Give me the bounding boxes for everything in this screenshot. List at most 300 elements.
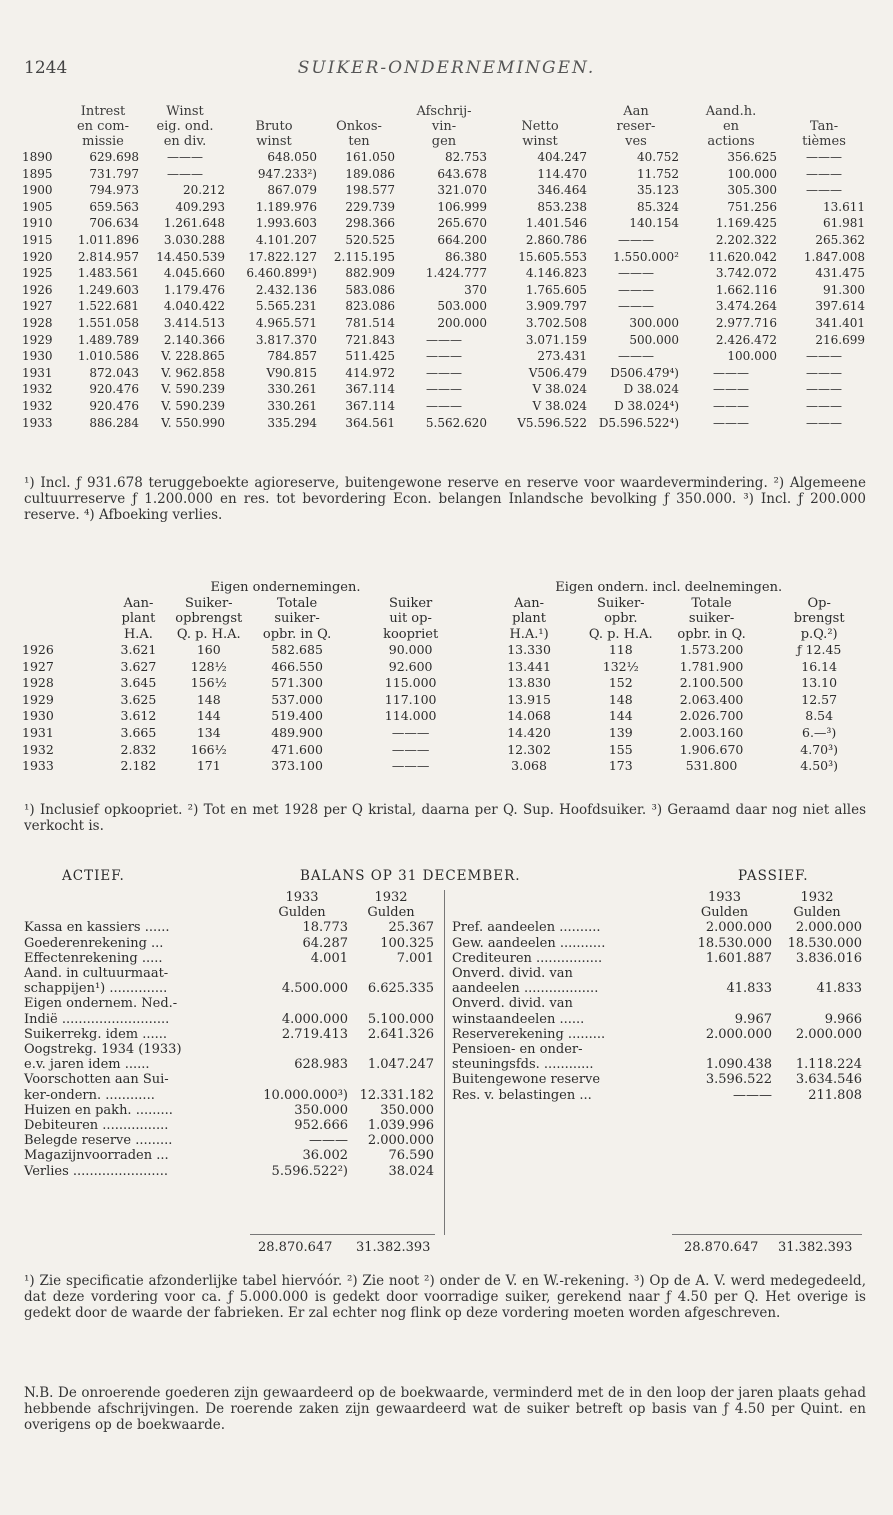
table1-cell: 629.698 <box>89 150 139 164</box>
actief-value: 2.000.000 <box>367 1133 434 1149</box>
table1-year-cell: 1929 <box>22 332 53 347</box>
actief-label: Voorschotten aan Sui- <box>24 1072 169 1088</box>
actief-year-b: 1932 <box>374 890 408 905</box>
table2-cell: 92.600 <box>388 658 433 674</box>
table2-cell: 2.063.400 <box>679 691 744 707</box>
table1-row <box>22 232 868 249</box>
table1-row <box>22 398 868 415</box>
table2-header-cell: Q. p. H.A. <box>176 626 241 642</box>
actief-value: 2.641.326 <box>367 1026 434 1042</box>
production-table <box>22 580 868 775</box>
table1-cell: 706.634 <box>89 216 139 231</box>
actief-value: 64.287 <box>302 935 348 951</box>
table1-cell: 370 <box>464 282 487 297</box>
table1-cell: 4.040.422 <box>163 299 225 314</box>
table1-cell: ——— <box>426 332 462 347</box>
passief-row <box>452 996 862 1011</box>
table2-header-cell: Op- <box>807 595 831 611</box>
table2-cell: 3.627 <box>120 658 157 674</box>
table1-year-cell: 1910 <box>22 216 53 231</box>
table1-cell: 346.464 <box>537 183 587 198</box>
table2-cell: ——— <box>391 724 430 740</box>
table1-cell: 161.050 <box>345 150 395 164</box>
table1-cell: 721.843 <box>345 332 395 347</box>
actief-label: Effectenrekening ..... <box>24 950 163 966</box>
table1-cell: ——— <box>618 266 654 281</box>
table1-row <box>22 315 868 332</box>
table1-cell: 1.765.605 <box>525 282 587 297</box>
actief-row <box>24 1072 434 1087</box>
table2-cell: 3.625 <box>120 691 157 707</box>
table1-header-spacer <box>22 119 64 134</box>
actief-value <box>256 996 348 1011</box>
table2-header-spacer <box>22 580 102 596</box>
table1-cell: 1.662.116 <box>715 282 777 297</box>
table1-cell: V. 590.239 <box>161 398 225 413</box>
passief-row <box>452 1088 862 1103</box>
table2-year-cell: 1926 <box>22 642 54 657</box>
table1-cell: 35.123 <box>637 183 679 198</box>
table1-cell: 583.086 <box>345 282 395 297</box>
table1-cell: 1.483.561 <box>77 266 139 281</box>
table1-cell: 367.114 <box>345 382 395 397</box>
table2-header-spacer <box>22 627 102 643</box>
table2-header-cell: Totale <box>276 595 318 611</box>
balance-footnote: ¹) Zie specificatie afzonderlijke tabel hiervóór. ²) Zie noot ²) onder de V. en W.-rekening. ³) Op de A. V. werd medegedeeld, dat deze vordering voor ca. ƒ 5.000.000 is gedekt door voorradige suiker, gerekend naar ƒ 4.50 per Q. Het overige is gedekt door de waarde der fabrieken. Er zal echter nog flink op deze vordering moeten worden afgeschreven. <box>24 1273 866 1321</box>
table1-header-cell: Onkos- <box>336 119 382 134</box>
balance-divider <box>444 890 445 1235</box>
passief-label: Buitengewone reserve <box>452 1072 601 1088</box>
actief-value <box>256 966 348 981</box>
passief-value: 211.808 <box>808 1087 862 1103</box>
actief-label: Goederenrekening ... <box>24 935 164 951</box>
table1-cell: ——— <box>806 166 842 181</box>
table2-header-row <box>22 627 868 643</box>
table1-cell: 404.247 <box>537 150 587 164</box>
table1-cell: 1.261.648 <box>163 216 225 231</box>
actief-value: 25.367 <box>388 920 434 936</box>
table1-cell: ——— <box>618 282 654 297</box>
passief-label: aandeelen .................. <box>452 981 599 997</box>
table1-cell: 1.424.777 <box>425 266 487 281</box>
table1-header-cell: gen <box>431 134 457 149</box>
table1-cell: 872.043 <box>89 365 139 380</box>
table1-cell: ——— <box>167 166 203 181</box>
table1-header-cell: vin- <box>431 119 457 134</box>
table2-header-cell: Q. p. H.A. <box>588 626 653 642</box>
actief-label: Belegde reserve ......... <box>24 1133 173 1149</box>
table1-cell: 3.030.288 <box>163 232 225 247</box>
actief-row <box>24 996 434 1011</box>
table1-cell: 3.474.264 <box>715 299 777 314</box>
table1-row <box>22 265 868 282</box>
table1-cell: 3.414.513 <box>163 315 225 330</box>
table1-cell: 2.432.136 <box>255 282 317 297</box>
table1-row <box>22 199 868 216</box>
passief-label: Res. v. belastingen ... <box>452 1087 592 1103</box>
table1-year-cell: 1926 <box>22 282 53 297</box>
passief-value: 41.833 <box>726 981 772 997</box>
table1-cell: 751.256 <box>727 199 777 214</box>
passief-unit-a: Gulden <box>700 905 749 921</box>
total-passief-1933: 28.870.647 <box>684 1240 759 1255</box>
table1-cell: ——— <box>806 349 842 364</box>
table1-cell: ——— <box>806 415 842 430</box>
actief-value: 76.590 <box>388 1148 434 1164</box>
table1-cell: 11.620.042 <box>708 249 777 264</box>
passief-label: Gew. aandeelen ........... <box>452 935 606 951</box>
table1-cell: ——— <box>618 299 654 314</box>
table1-row <box>22 282 868 299</box>
table1-cell: 356.625 <box>727 150 777 164</box>
actief-value: 5.596.522²) <box>271 1163 348 1179</box>
actief-row <box>24 920 434 935</box>
actief-unit-b: Gulden <box>367 905 415 921</box>
table1-header-cell <box>228 104 320 119</box>
table1-cell: 781.514 <box>345 315 395 330</box>
passief-value <box>772 966 862 981</box>
table1-footnote: ¹) Incl. ƒ 931.678 teruggeboekte agioreserve, buitengewone reserve en reserve voor waardevermindering. ²) Algemeene cultuurreserve ƒ 1.200.000 en res. tot bevordering Econ. belangen Inlandsche bevolking ƒ 350.000. ³) Incl. ƒ 200.000 reserve. ⁴) Afboeking verlies. <box>24 475 866 523</box>
actief-row <box>24 1103 434 1118</box>
table1-cell: ——— <box>426 398 462 413</box>
nb-note: N.B. De onroerende goederen zijn gewaardeerd op de boekwaarde, verminderd met de in den loop der jaren plaats gehad hebbende afschrijvingen. De roerende zaken zijn gewaardeerd wat de suiker betreft op basis van ƒ 4.50 per Quint. en overigens op de boekwaarde. <box>24 1385 866 1433</box>
table1-cell: 341.401 <box>815 315 865 330</box>
table1-cell: 664.200 <box>437 232 487 247</box>
table1-cell: D506.479⁴) <box>610 365 679 380</box>
actief-row <box>24 981 434 996</box>
table1-cell: 731.797 <box>89 166 139 181</box>
passief-row <box>452 1072 862 1087</box>
table2-cell: 582.685 <box>271 642 323 657</box>
actief-value: 36.002 <box>302 1148 348 1164</box>
table2-cell: 173 <box>608 758 633 774</box>
table2-header-cell: Aan- <box>123 595 154 611</box>
table1-header-cell: tièmes <box>802 134 846 149</box>
table1-cell: V 38.024 <box>532 398 587 413</box>
table1-year-cell: 1932 <box>22 398 53 413</box>
passief-label: winstaandeelen ...... <box>452 1011 585 1027</box>
table1-cell: 86.380 <box>445 249 487 264</box>
table2-cell: 1.573.200 <box>679 642 744 657</box>
actief-value <box>256 1072 348 1087</box>
actief-value: 628.983 <box>294 1057 348 1073</box>
actief-value: 2.719.413 <box>281 1026 348 1042</box>
table2-header-cell: brengst <box>793 611 845 626</box>
table1-cell: 1.011.896 <box>77 232 139 247</box>
table1-cell: 4.965.571 <box>255 315 317 330</box>
actief-value: 350.000 <box>380 1102 434 1118</box>
table1-cell: 189.086 <box>345 166 395 181</box>
table1-cell: ——— <box>618 349 654 364</box>
table2-cell: 2.003.160 <box>679 724 744 740</box>
passief-row <box>452 920 862 935</box>
page-title: SUIKER-ONDERNEMINGEN. <box>297 58 596 78</box>
table2-group-right: Eigen ondern. incl. deelnemingen. <box>555 580 783 595</box>
table1-cell: ——— <box>806 382 842 397</box>
actief-label: Aand. in cultuurmaat- <box>24 966 169 982</box>
table1-cell: 643.678 <box>437 166 487 181</box>
table1-row <box>22 332 868 349</box>
table2-header-cell: opbr. in Q. <box>677 626 746 642</box>
table1-row <box>22 365 868 382</box>
table2-header-row <box>22 596 868 612</box>
table2-cell: 8.54 <box>805 708 834 724</box>
table1-cell: 1.847.008 <box>803 249 865 264</box>
passief-value: 3.596.522 <box>705 1072 772 1088</box>
table2-cell: 489.900 <box>271 724 323 740</box>
table1-row <box>22 348 868 365</box>
table2-cell: 466.550 <box>271 658 323 674</box>
table2-header-cell: opbr. in Q. <box>262 626 332 642</box>
actief-row <box>24 936 434 951</box>
actief-value <box>348 996 434 1011</box>
table1-cell: 414.972 <box>345 365 395 380</box>
table2-row <box>22 659 868 676</box>
table1-cell: 867.079 <box>267 183 317 198</box>
actief-value: 18.773 <box>302 920 348 936</box>
passief-year-b: 1932 <box>800 890 834 905</box>
table2-row <box>22 708 868 725</box>
passief-value: 2.000.000 <box>705 920 772 936</box>
passief-value: ——— <box>733 1087 772 1103</box>
table2-cell: 155 <box>608 741 633 757</box>
table2-cell: 3.612 <box>120 708 157 724</box>
actief-value: 6.625.335 <box>367 981 434 997</box>
actief-spacer <box>24 890 256 905</box>
table1-cell: 4.101.207 <box>255 232 317 247</box>
table2-year-cell: 1930 <box>22 708 54 724</box>
table2-row <box>22 725 868 742</box>
actief-label: ker-ondern. ............ <box>24 1087 155 1103</box>
table1-cell: V 38.024 <box>532 382 587 397</box>
table1-year-cell: 1932 <box>22 382 53 397</box>
table1-cell: 947.233²) <box>257 166 317 181</box>
table1-row <box>22 298 868 315</box>
table1-cell: 882.909 <box>345 266 395 281</box>
table1-cell: ——— <box>713 415 749 430</box>
table2-cell: 14.420 <box>507 724 551 740</box>
table1-header-cell: actions <box>707 134 755 149</box>
actief-value <box>348 1072 434 1087</box>
passief-total-rule <box>672 1234 862 1235</box>
table2-row <box>22 642 868 659</box>
table1-cell: ——— <box>806 183 842 198</box>
table2-cell: 2.182 <box>120 758 157 774</box>
table2-header-cell: suiker- <box>688 611 735 626</box>
table2-cell: 144 <box>608 708 633 724</box>
passief-row <box>452 981 862 996</box>
table2-header-spacer <box>22 596 102 612</box>
table1-cell: 3.702.508 <box>525 315 587 330</box>
passief-row <box>452 966 862 981</box>
table1-cell: 1.010.586 <box>77 349 139 364</box>
passief-unit-row <box>452 905 862 920</box>
table2-cell: 115.000 <box>384 675 437 691</box>
table2-header-cell: H.A. <box>123 626 153 642</box>
passief-year-a: 1933 <box>707 890 742 905</box>
table1-row <box>22 415 868 432</box>
table1-header-cell: winst <box>522 134 558 149</box>
table1-cell: ——— <box>713 398 749 413</box>
passief-value: 9.967 <box>734 1011 772 1027</box>
table2-cell: 144 <box>196 708 221 724</box>
table2-row <box>22 742 868 759</box>
table1-row <box>22 381 868 398</box>
table2-cell: 1.781.900 <box>679 658 744 674</box>
table1-header-cell: Afschrij- <box>416 104 472 119</box>
table1-cell: 298.366 <box>345 216 395 231</box>
actief-value: 12.331.182 <box>359 1087 434 1103</box>
table2-header-cell: Aan- <box>514 595 545 611</box>
table1-cell: 3.909.797 <box>525 299 587 314</box>
actief-value <box>256 1042 348 1057</box>
actief-row <box>24 1133 434 1148</box>
table1-cell: 14.450.539 <box>156 249 225 264</box>
table1-header-row <box>22 104 868 119</box>
passief-value <box>677 966 772 981</box>
table1-cell: 321.070 <box>437 183 487 198</box>
actief-label: Verlies ....................... <box>24 1163 168 1179</box>
table2-year-cell: 1927 <box>22 658 54 674</box>
table2-cell: 571.300 <box>271 675 323 691</box>
table1-header-cell: en div. <box>163 134 207 149</box>
table1-cell: 500.000 <box>629 332 679 347</box>
table1-cell: ——— <box>806 150 842 164</box>
actief-label: ACTIEF. <box>62 868 125 884</box>
passief-value <box>677 1042 772 1057</box>
table2-header-cell: suiker- <box>274 611 320 626</box>
passief-value <box>772 996 862 1011</box>
table2-cell: 13.330 <box>507 642 551 657</box>
actief-row <box>24 966 434 981</box>
table1-cell: 2.977.716 <box>715 315 777 330</box>
table1-cell: 3.817.370 <box>255 332 317 347</box>
passief-label: steuningsfds. ............ <box>452 1057 594 1073</box>
passief-value: 1.090.438 <box>705 1057 772 1073</box>
actief-label: Kassa en kassiers ...... <box>24 920 170 936</box>
table1-header-cell: reser- <box>616 119 656 134</box>
table2-cell: ——— <box>391 758 430 774</box>
table1-cell: 1.401.546 <box>525 216 587 231</box>
table1-cell: 1.522.681 <box>77 299 139 314</box>
actief-row <box>24 1057 434 1072</box>
passief-row <box>452 1012 862 1027</box>
actief-value <box>348 966 434 981</box>
passief-label: Pensioen- en onder- <box>452 1042 583 1058</box>
table2-cell: 171 <box>196 758 221 774</box>
table2-cell: 2.832 <box>120 741 157 757</box>
passief-row <box>452 1042 862 1057</box>
total-actief-1932: 31.382.393 <box>356 1240 431 1255</box>
actief-row <box>24 1027 434 1042</box>
table1-cell: 300.000 <box>629 315 679 330</box>
table1-cell: 511.425 <box>345 349 395 364</box>
table1-header-cell: Tan- <box>809 119 839 134</box>
passief-value: 2.000.000 <box>795 920 862 936</box>
table1-row <box>22 215 868 232</box>
table2-cell: 139 <box>608 724 633 740</box>
table1-cell: 2.814.957 <box>77 249 139 264</box>
table1-cell: ——— <box>426 382 462 397</box>
table1-cell: 659.563 <box>89 199 139 214</box>
table1-cell: 61.981 <box>823 216 865 231</box>
table1-year-cell: 1895 <box>22 166 53 181</box>
table1-cell: 2.426.472 <box>715 332 777 347</box>
table2-header-spacer <box>22 611 102 627</box>
table1-cell: V5.596.522 <box>517 415 587 430</box>
table2-cell: 537.000 <box>271 691 323 707</box>
table1-cell: 1.179.476 <box>163 282 225 297</box>
table2-cell: 6.—³) <box>802 724 837 740</box>
table2-header-cell: uit op- <box>389 611 432 626</box>
table1-cell: 648.050 <box>267 150 317 164</box>
table1-cell: 3.071.159 <box>525 332 587 347</box>
passief-label: Pref. aandeelen .......... <box>452 920 601 936</box>
table1-cell: 5.562.620 <box>425 415 487 430</box>
table2-cell: 16.14 <box>801 658 838 674</box>
table1-cell: 335.294 <box>267 415 317 430</box>
table2-header-cell: plant <box>121 611 156 626</box>
table1-header-spacer <box>22 134 64 149</box>
total-passief-1932: 31.382.393 <box>778 1240 853 1255</box>
actief-label: Magazijnvoorraden ... <box>24 1148 169 1164</box>
table2-cell: 519.400 <box>271 708 323 724</box>
page-number: 1244 <box>24 58 68 78</box>
actief-row <box>24 1042 434 1057</box>
table1-header-cell: eig. ond. <box>156 119 214 134</box>
actief-value: 38.024 <box>388 1163 434 1179</box>
table1-cell: ——— <box>713 382 749 397</box>
table1-cell: 229.739 <box>345 199 395 214</box>
actief-label: Debiteuren ................ <box>24 1118 169 1134</box>
actief-value: 4.001 <box>310 950 348 966</box>
table1-cell: V. 962.858 <box>161 365 225 380</box>
table1-cell: V. 550.990 <box>161 415 225 430</box>
passief-label: Onverd. divid. van <box>452 966 573 982</box>
table1-cell: 784.857 <box>267 349 317 364</box>
table2-header-row <box>22 611 868 627</box>
table2-cell: 13.830 <box>507 675 551 691</box>
table1-header-cell: ten <box>348 134 370 149</box>
table2-year-cell: 1929 <box>22 691 54 707</box>
table1-cell: 17.822.127 <box>248 249 317 264</box>
table1-cell: 520.525 <box>345 232 395 247</box>
table1-cell: 100.000 <box>727 166 777 181</box>
table1-cell: ——— <box>806 398 842 413</box>
table1-cell: 823.086 <box>345 299 395 314</box>
actief-value: 100.325 <box>380 935 434 951</box>
table2-year-cell: 1931 <box>22 724 54 740</box>
table2-header-cell: opbrengst <box>175 611 243 626</box>
actief-unit-row <box>24 905 434 920</box>
table1-cell: 200.000 <box>437 315 487 330</box>
table2-cell: 2.100.500 <box>679 675 744 691</box>
table1-header-cell: missie <box>82 134 124 149</box>
table2-cell: 117.100 <box>384 691 437 707</box>
table2-cell: 3.068 <box>511 758 547 774</box>
actief-value <box>348 1042 434 1057</box>
passief-row <box>452 951 862 966</box>
actief-row <box>24 1164 434 1179</box>
actief-value: 1.039.996 <box>367 1118 434 1134</box>
table1-row <box>22 182 868 199</box>
table1-year-cell: 1930 <box>22 349 53 364</box>
table2-cell: 152 <box>608 675 633 691</box>
table1-row <box>22 249 868 266</box>
actief-label: Indië .......................... <box>24 1011 170 1027</box>
passief-row <box>452 1027 862 1042</box>
table1-header-cell: en <box>722 119 740 134</box>
